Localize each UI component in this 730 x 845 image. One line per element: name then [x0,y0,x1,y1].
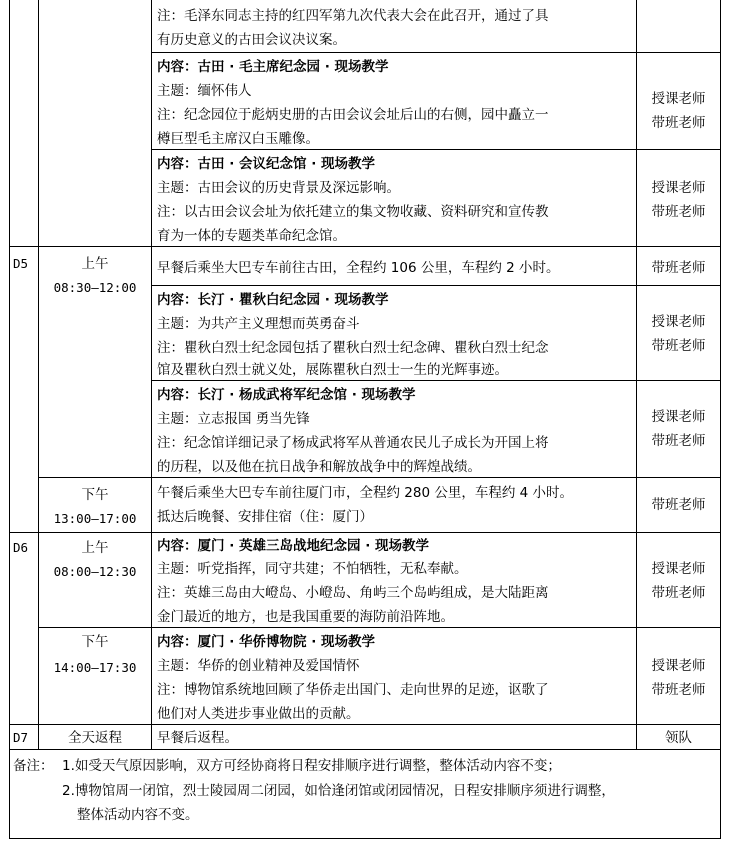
content-theme: 主题：古田会议的历史背景及深远影响。 [157,180,400,196]
content-theme: 主题：听党指挥，同守共建；不怕牺牲，无私奉献。 [157,561,468,577]
staff-label: 授课老师 [651,658,706,674]
staff-label: 授课老师 [651,91,706,107]
content-title: 内容：厦门 · 英雄三岛战地纪念园 · 现场教学 [157,538,430,554]
content-note: 注：英雄三岛由大嶝岛、小嶝岛、角屿三个岛屿组成，是大陆距离 [157,585,549,601]
day-label: D7 [13,730,29,745]
content-note: 注：纪念馆详细记录了杨成武将军从普通农民儿子成长为开国上将 [157,435,549,451]
content-title: 内容：长汀 · 杨成武将军纪念馆 · 现场教学 [157,387,416,403]
content-theme: 主题：缅怀伟人 [157,83,252,99]
content-text: 早餐后乘坐大巴专车前往古田，全程约 106 公里，车程约 2 小时。 [157,260,560,276]
content-note: 金门最近的地方，也是我国重要的海防前沿阵地。 [157,609,454,625]
content-note: 注：博物馆系统地回顾了华侨走出国门、走向世界的足迹，讴歌了 [157,682,549,698]
content-note: 的历程，以及他在抗日战争和解放战争中的辉煌战绩。 [157,459,481,475]
staff-label: 授课老师 [651,561,706,577]
border-bottom [9,838,721,839]
staff-label: 带班老师 [651,260,706,276]
staff-label: 带班老师 [651,115,706,131]
time-range: 08:00—12:30 [53,564,137,579]
staff-label: 带班老师 [651,338,706,354]
content-note: 注：纪念园位于彪炳史册的古田会议会址后山的右侧，园中矗立一 [157,107,549,123]
content-theme: 主题：华侨的创业精神及爱国情怀 [157,658,360,674]
content-note: 有历史意义的古田会议决议案。 [157,32,346,48]
staff-label: 授课老师 [651,314,706,330]
border-right [720,0,721,839]
staff-label: 授课老师 [651,409,706,425]
period-label: 下午 [81,634,109,650]
period-label: 上午 [81,256,109,272]
content-note: 樽巨型毛主席汉白玉雕像。 [157,131,319,147]
content-title: 内容：厦门 · 华侨博物院 · 现场教学 [157,634,376,650]
content-text: 抵达后晚餐、安排住宿（住：厦门） [157,509,373,525]
content-note: 注：以古田会议会址为依托建立的集文物收藏、资料研究和宣传教 [157,204,549,220]
period-label: 上午 [81,540,109,556]
time-range: 13:00—17:00 [53,511,137,526]
content-title: 内容：长汀 · 瞿秋白纪念园 · 现场教学 [157,292,389,308]
staff-label: 带班老师 [651,204,706,220]
content-title: 内容：古田 · 毛主席纪念园 · 现场教学 [157,59,389,75]
remarks-item: 2.博物馆周一闭馆，烈士陵园周二闭园，如恰逢闭馆或闭园情况，日程安排顺序须进行调整， [62,783,615,799]
day-label: D5 [13,256,29,271]
content-note: 馆及瞿秋白烈士就义处，展陈瞿秋白烈士一生的光辉事迹。 [157,362,508,378]
content-note: 育为一体的专题类革命纪念馆。 [157,228,346,244]
day-divider [9,246,721,247]
day-divider [9,724,721,725]
staff-label: 授课老师 [651,180,706,196]
staff-label: 带班老师 [651,497,706,513]
staff-label: 带班老师 [651,585,706,601]
day-label: D6 [13,540,29,555]
staff-label: 领队 [665,730,692,746]
staff-label: 带班老师 [651,682,706,698]
content-text: 午餐后乘坐大巴专车前往厦门市，全程约 280 公里，车程约 4 小时。 [157,485,574,501]
content-note: 注：瞿秋白烈士纪念园包括了瞿秋白烈士纪念碑、瞿秋白烈士纪念 [157,340,549,356]
content-theme: 主题：为共产主义理想而英勇奋斗 [157,316,360,332]
content-note: 他们对人类进步事业做出的贡献。 [157,706,360,722]
period-label: 全天返程 [68,730,122,746]
content-title: 内容：古田 · 会议纪念馆 · 现场教学 [157,156,376,172]
divider-time [151,0,152,749]
border-left [9,0,10,839]
content-note: 注：毛泽东同志主持的红四军第九次代表大会在此召开，通过了具 [157,8,549,24]
remarks-item: 整体活动内容不变。 [77,807,199,823]
row-divider [151,285,721,286]
day-divider [9,532,721,533]
time-range: 14:00—17:30 [53,660,137,675]
content-text: 早餐后返程。 [157,730,238,746]
time-range: 08:30—12:00 [53,280,137,295]
staff-label: 带班老师 [651,433,706,449]
row-divider [151,52,721,53]
remarks-label: 备注： [13,758,54,774]
remarks-item: 1.如受天气原因影响，双方可经协商将日程安排顺序进行调整，整体活动内容不变； [62,758,561,774]
period-label: 下午 [81,487,109,503]
content-theme: 主题：立志报国 勇当先锋 [157,411,310,427]
